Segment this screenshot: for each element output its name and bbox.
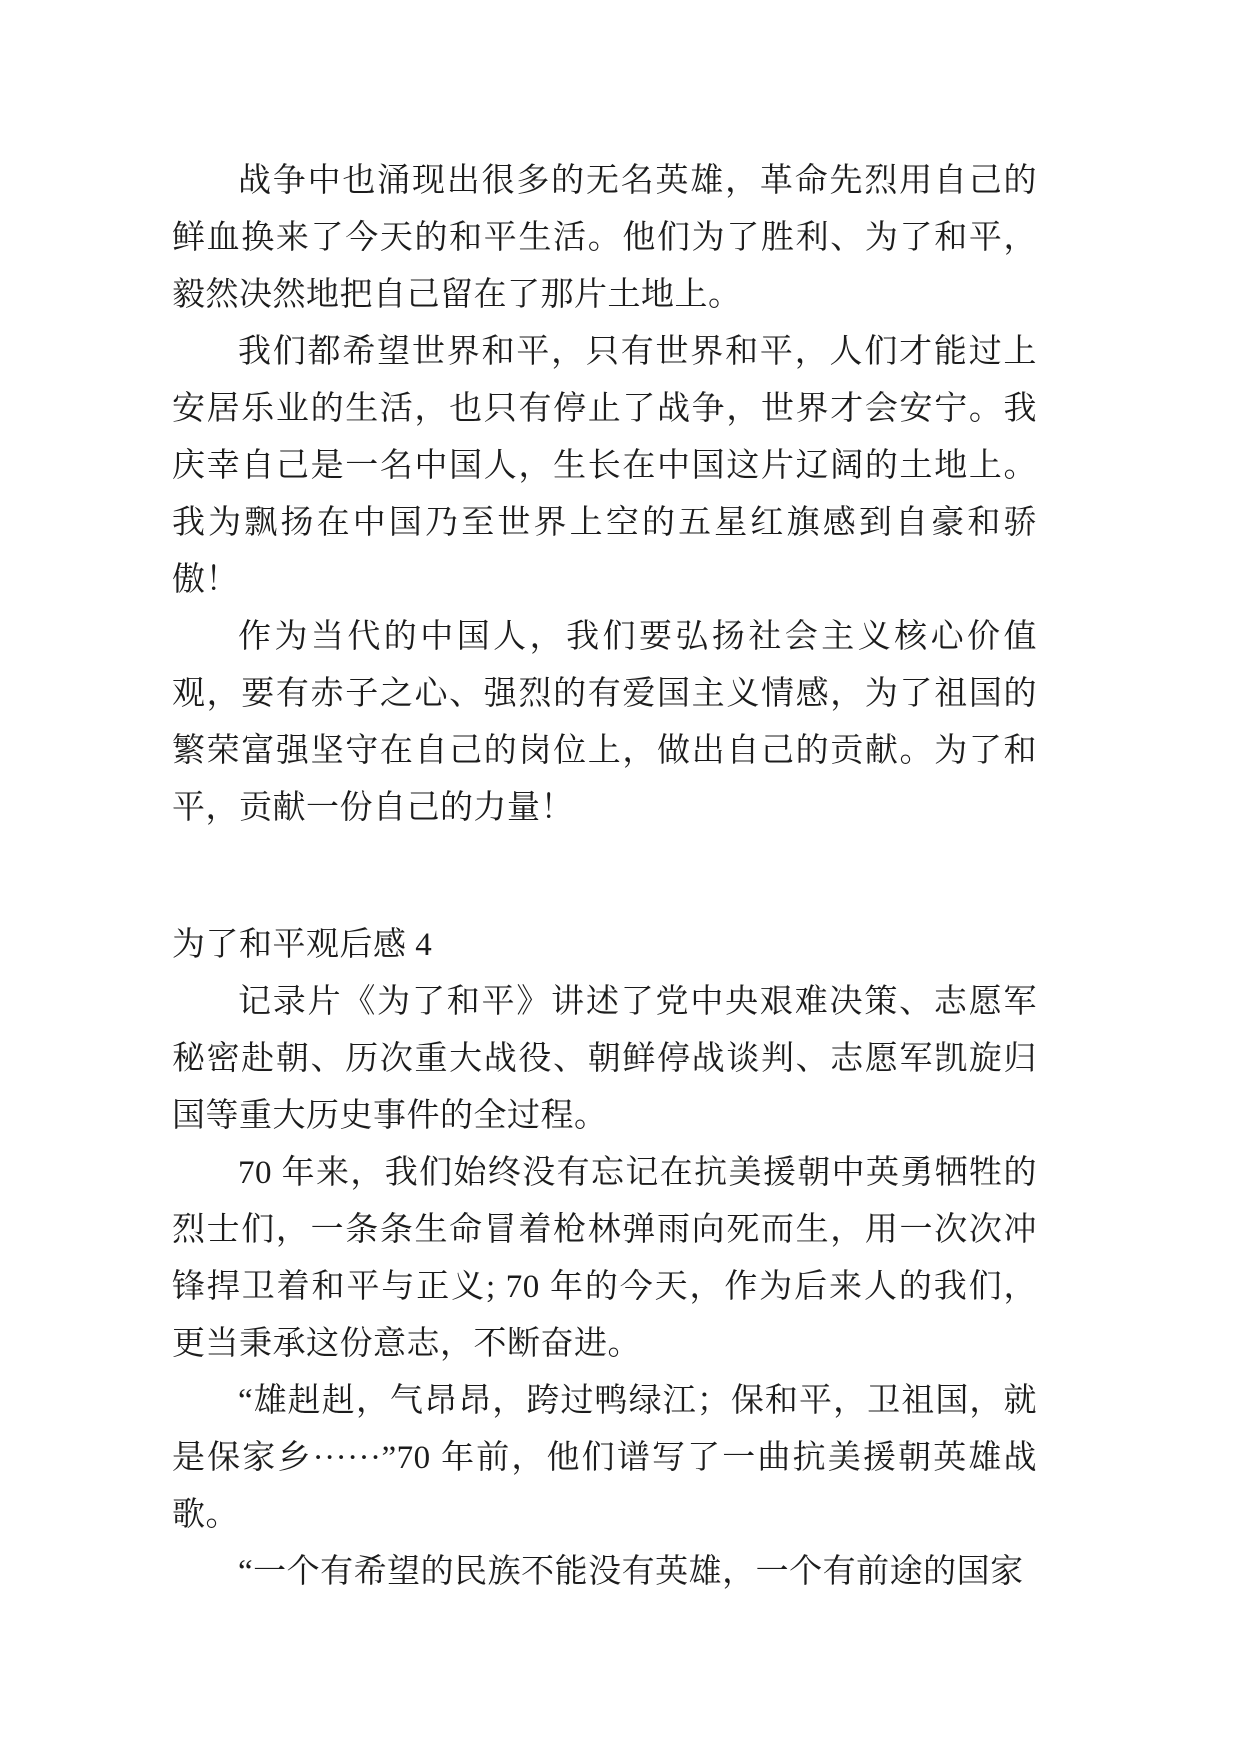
paragraph-unsung-heroes: 战争中也涌现出很多的无名英雄，革命先烈用自己的鲜血换来了今天的和平生活。他们为了胜利、为了和平，毅然决然地把自己留在了那片土地上。 <box>172 163 1037 313</box>
paragraph-nation-heroes: “一个有希望的民族不能没有英雄，一个有前途的国家 <box>238 1554 1024 1590</box>
paragraph-world-peace: 我们都希望世界和平，只有世界和平，人们才能过上安居乐业的生活，也只有停止了战争，世界才会安宁。我庆幸自己是一名中国人，生长在中国这片辽阔的土地上。我为飘扬在中国乃至世界上空的五星红旗感到自豪和骄傲！ <box>172 334 1037 598</box>
paragraph-battle-song: “雄赳赳，气昂昂，跨过鸭绿江；保和平，卫祖国，就是保家乡······”70 年前，他们谱写了一曲抗美援朝英雄战歌。 <box>172 1383 1037 1533</box>
document-body <box>172 153 1037 1601</box>
section-heading-review-4: 为了和平观后感 4 <box>172 927 433 963</box>
paragraph-documentary-summary: 记录片《为了和平》讲述了党中央艰难决策、志愿军秘密赴朝、历次重大战役、朝鲜停战谈判、志愿军凯旋归国等重大历史事件的全过程。 <box>172 984 1037 1134</box>
paragraph-core-values: 作为当代的中国人，我们要弘扬社会主义核心价值观，要有赤子之心、强烈的有爱国主义情感，为了祖国的繁荣富强坚守在自己的岗位上，做出自己的贡献。为了和平，贡献一份自己的力量！ <box>172 619 1037 826</box>
paragraph-70-years: 70 年来，我们始终没有忘记在抗美援朝中英勇牺牲的烈士们，一条条生命冒着枪林弹雨向死而生，用一次次冲锋捍卫着和平与正义; 70 年的今天，作为后来人的我们，更当秉承这份意志，不断奋进。 <box>172 1155 1037 1362</box>
